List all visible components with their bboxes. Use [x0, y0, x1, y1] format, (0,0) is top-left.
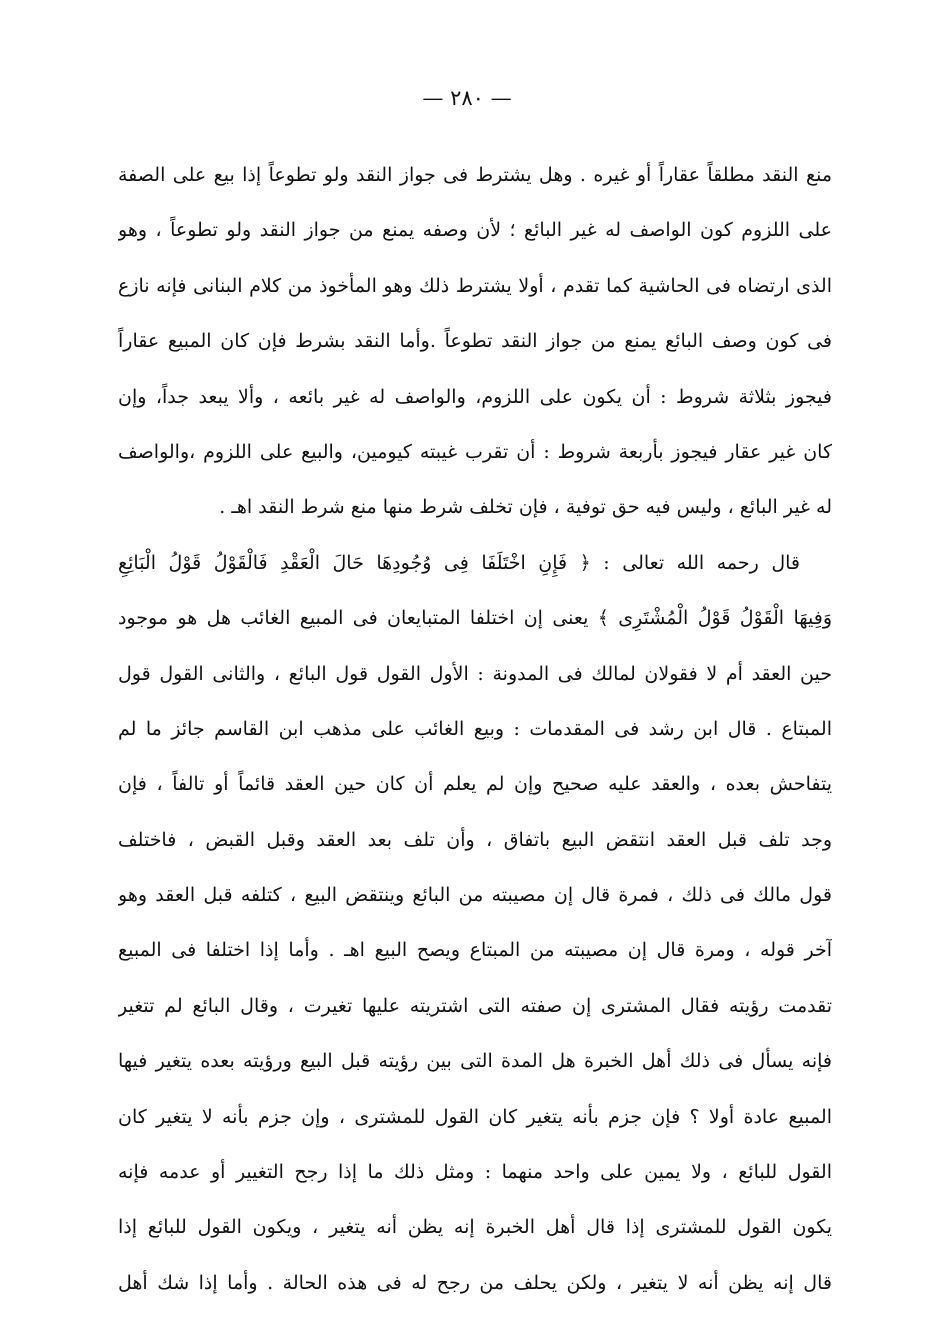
- text-line: حين العقد أم لا فقولان لمالك فى المدونة : الأول القول قول البائع ، والثانى القول قول: [118, 662, 832, 685]
- body-text: [118, 148, 832, 1311]
- text-line: آخر قوله ، ومرة قال إن مصيبته من المبتاع ويصح البيع اهـ . وأما إذا اختلفا فى المبيع: [118, 939, 832, 962]
- text-line: تقدمت رؤيته فقال المشترى إن صفته التى اشتريته عليها تغيرت ، وقال البائع لم تتغير: [118, 994, 832, 1017]
- text-line: يتفاحش بعده ، والعقد عليه صحيح وإن لم يعلم أن كان حين العقد قائماً أو تالفاً ، فإن: [118, 773, 832, 796]
- text-line: كان غير عقار فيجوز بأربعة شروط : أن تقرب غيبته كيومين، والبيع على اللزوم ،والواصف: [118, 440, 832, 463]
- text-line: وَفِيهَا الْقَوْلُ قَوْلُ الْمُشْتَرِى ﴾ يعنى إن اختلفا المتبايعان فى المبيع الغائب هل هو موجود: [118, 607, 832, 630]
- text-line: وجد تلف قبل العقد انتقض البيع باتفاق ، وأن تلف بعد العقد وقبل القبض ، فاختلف: [118, 828, 832, 851]
- text-line: المبيع عادة أولا ؟ فإن جزم بأنه يتغير كان القول للمشترى ، وإن جزم بأنه لا يتغير كان: [118, 1105, 832, 1128]
- text-line: قول مالك فى ذلك ، فمرة قال إن مصيبته من البائع وينتقض البيع ، كتلفه قبل العقد وهو: [118, 884, 832, 907]
- text-line: قال رحمه الله تعالى : ﴿ فَإِنِ اخْتَلَفَا فِى وُجُودِهَا حَالَ الْعَقْدِ فَالْقَوْلُ قَوْلُ الْبَائِعِ: [118, 551, 800, 574]
- page-number: — ٢٨٠ —: [422, 86, 512, 110]
- text-line: على اللزوم كون الواصف له غير البائع ؛ لأن وصفه يمنع من جواز النقد ولو تطوعاً ، وهو: [118, 219, 832, 242]
- text-line: القول للبائع ، ولا يمين على واحد منهما : ومثل ذلك ما إذا رجح التغيير أو عدمه فإنه: [118, 1161, 832, 1184]
- text-line: الذى ارتضاه فى الحاشية كما تقدم ، أولا يشترط ذلك وهو المأخوذ من كلام البنانى فإنه نازع: [118, 274, 832, 297]
- text-line: فإنه يسأل فى ذلك أهل الخبرة هل المدة التى بين رؤيته قبل البيع ورؤيته بعده يتغير فيها: [118, 1050, 832, 1073]
- text-line: يكون القول للمشترى إذا قال أهل الخبرة إنه يظن أنه يتغير ، ويكون القول للبائع إذا: [118, 1216, 832, 1239]
- text-line: فى كون وصف البائع يمنع من جواز النقد تطوعاً .وأما النقد بشرط فإن كان المبيع عقاراً: [118, 330, 832, 353]
- text-line: فيجوز بثلاثة شروط : أن يكون على اللزوم، والواصف له غير بائعه ، وألا يبعد جداً، وإن: [118, 385, 832, 408]
- text-line: قال إنه يظن أنه لا يتغير ، ولكن يحلف من رجح له فى هذه الحالة . وأما إذا شك أهل: [118, 1271, 832, 1294]
- text-line: له غير البائع ، وليس فيه حق توفية ، فإن تخلف شرط منها منع شرط النقد اهـ .: [219, 496, 832, 519]
- text-line: منع النقد مطلقاً عقاراً أو غيره . وهل يشترط فى جواز النقد ولو تطوعاً إذا بيع على الصفة: [118, 164, 832, 186]
- text-line: المبتاع . قال ابن رشد فى المقدمات : وبيع الغائب على مذهب ابن القاسم جائز ما لم: [118, 717, 832, 740]
